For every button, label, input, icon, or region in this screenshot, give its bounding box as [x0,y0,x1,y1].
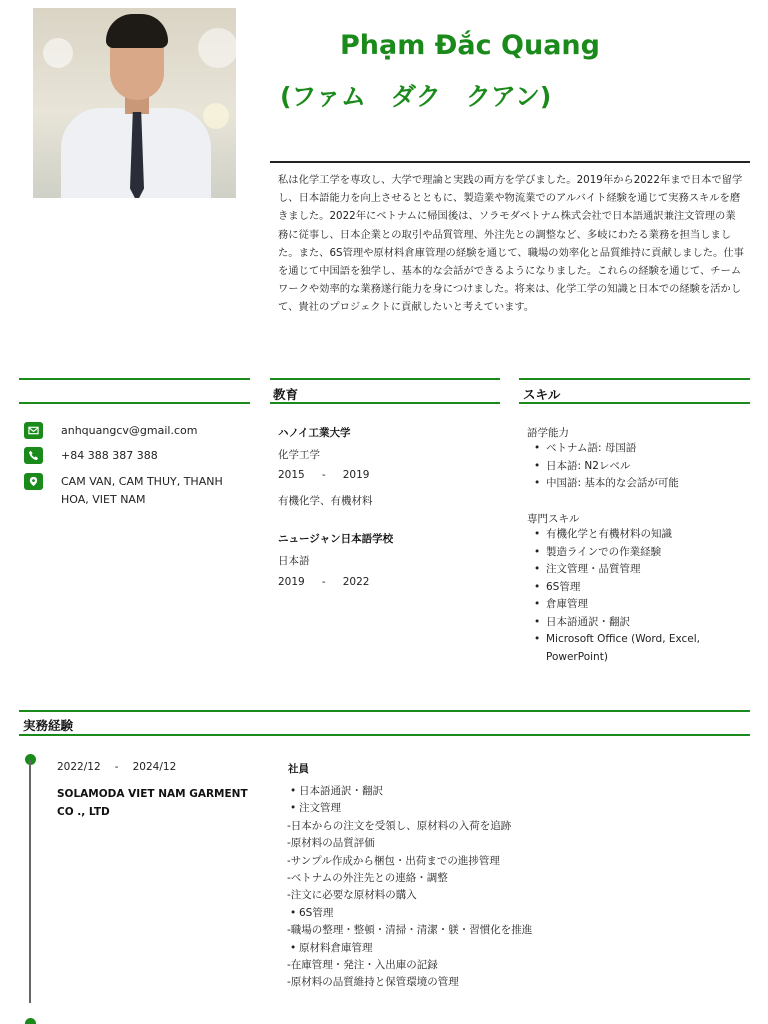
education-section-bottom-rule [270,402,500,404]
contact-address-row [24,473,241,509]
language-skills-list [534,440,744,493]
duty-item: -職場の整理・整頓・清掃・清潔・躾・習慣化を推進 [287,924,533,937]
education-period-2: 2019 - 2022 [278,576,370,588]
contact-phone[interactable]: +84 388 387 388 [61,449,158,462]
education-school-2: ニュージャン日本語学校 [278,533,394,545]
education-start-2: 2019 [278,576,305,588]
phone-icon [24,447,43,464]
contact-address: CAM VAN, CAM THUY, THANH HOA, VIET NAM [61,475,223,506]
pro-skill-item: • 注文管理・品質管理 [534,561,744,579]
candidate-name: Phạm Đắc Quang [340,30,600,61]
language-skill-item: • 日本語: N2レベル [534,458,744,476]
pro-skills-heading: 専門スキル [527,513,580,525]
pro-skill-item: • 6S管理 [534,579,744,597]
duty-item: -注文に必要な原材料の購入 [287,889,417,902]
education-field-1: 化学工学 [278,449,320,461]
experience-period: 2022/12 - 2024/12 [57,761,177,773]
contact-email[interactable]: anhquangcv@gmail.com [61,424,198,437]
skills-heading: スキル [523,387,561,402]
experience-start: 2022/12 [57,761,101,773]
experience-section-bottom-rule [19,734,750,736]
pro-skill-item: • 倉庫管理 [534,596,744,614]
duty-item: -日本からの注文を受領し、原材料の入荷を追跡 [287,819,512,832]
experience-heading: 実務経験 [23,718,74,733]
language-skill-item: • 中国語: 基本的な会話が可能 [534,475,744,493]
mail-icon [24,422,43,439]
duty-item: -原材料の品質維持と保管環境の管理 [287,976,459,989]
timeline-dot [25,1018,36,1024]
education-detail-1: 有機化学、有機材料 [278,495,373,507]
duty-item: -在庫管理・発注・入出庫の記録 [287,959,438,972]
experience-company: SOLAMODA VIET NAM GARMENT CO ., LTD [57,788,248,818]
experience-duties [287,783,747,992]
education-field-2: 日本語 [278,555,310,567]
contact-email-row [24,422,241,440]
experience-role: 社員 [288,763,309,775]
duty-item: -サンプル作成から梱包・出荷までの進捗管理 [287,854,500,867]
duty-item: • 日本語通訳・翻訳 [287,783,747,800]
pro-skill-item: • 有機化学と有機材料の知識 [534,526,744,544]
education-section-top-rule [270,378,500,380]
pro-skills-list [534,526,744,666]
duty-item: -原材料の品質評価 [287,837,375,850]
language-skills-heading: 語学能力 [527,427,569,439]
summary-divider [270,161,750,163]
education-period-1: 2015 - 2019 [278,469,370,481]
pro-skill-item: • 製造ラインでの作業経験 [534,544,744,562]
candidate-name-kana: (ファム ダク クアン) [280,82,552,111]
pro-skill-item: • 日本語通訳・翻訳 [534,614,744,632]
profile-summary: 私は化学工学を専攻し、大学で理論と実践の両方を学びました。2019年から2022年まで日本で留学し、日本語能力を向上させるとともに、製造業や物流業でのアルバイト経験を通じて実務スキルを磨きました。2022年にベトナムに帰国後は、ソラモダベトナム株式会社で日本語通訳兼注文管理の業務に従事し、日本企業との取引や品質管理、外注先との調整など、多岐にわたる業務を担当しました。また、6S管理や原材料倉庫管理の経験を通じて、職場の効率化と品質維持に貢献しました。仕事を通じて中国語を独学し、基本的な会話ができるようになりました。これらの経験を通じて、チームワークや効率的な業務遂行能力を身につけました。将来は、化学工学の知識と日本での経験を活かして、貴社のプロジェクトに貢献したいと考えています。 [278,174,744,314]
pro-skill-item: • Microsoft Office (Word, Excel, PowerPoint) [534,631,714,666]
timeline-line [29,760,31,1003]
profile-photo [33,8,236,198]
education-start-1: 2015 [278,469,305,481]
education-school-1: ハノイ工業大学 [278,427,351,439]
contact-section-top-rule [19,378,250,380]
language-skill-item: • ベトナム語: 母国語 [534,440,744,458]
skills-section-bottom-rule [519,402,750,404]
experience-end: 2024/12 [132,761,177,773]
contact-section-bottom-rule [19,402,250,404]
experience-section-top-rule [19,710,750,712]
duty-item: -ベトナムの外注先との連絡・調整 [287,872,448,885]
duty-item: • 6S管理 [287,905,747,922]
education-end-2: 2022 [342,576,370,588]
education-end-1: 2019 [342,469,370,481]
duty-item: • 原材料倉庫管理 [287,940,747,957]
skills-section-top-rule [519,378,750,380]
duty-item: • 注文管理 [287,800,747,817]
contact-phone-row [24,447,241,465]
location-pin-icon [24,473,43,490]
education-heading: 教育 [273,387,299,402]
